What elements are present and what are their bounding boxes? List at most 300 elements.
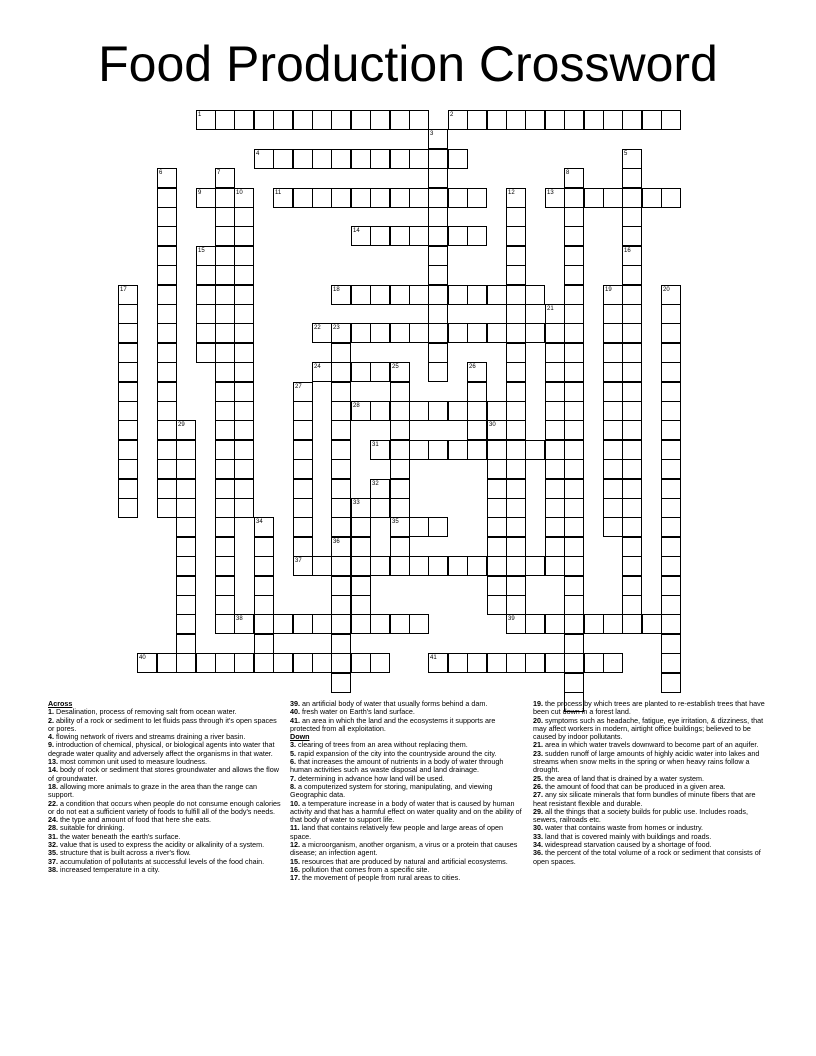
grid-cell[interactable] xyxy=(428,440,448,460)
grid-cell[interactable] xyxy=(157,459,177,479)
grid-cell[interactable] xyxy=(545,110,565,130)
grid-cell[interactable] xyxy=(603,440,623,460)
grid-cell[interactable] xyxy=(487,517,507,537)
grid-cell[interactable] xyxy=(661,537,681,557)
grid-cell[interactable] xyxy=(118,382,138,402)
grid-cell[interactable] xyxy=(661,420,681,440)
grid-cell[interactable] xyxy=(215,459,235,479)
grid-cell[interactable] xyxy=(293,420,313,440)
grid-cell[interactable] xyxy=(603,362,623,382)
grid-cell[interactable] xyxy=(525,110,545,130)
grid-cell[interactable] xyxy=(273,149,293,169)
grid-cell[interactable] xyxy=(545,459,565,479)
grid-cell[interactable] xyxy=(118,420,138,440)
grid-cell[interactable] xyxy=(293,459,313,479)
grid-cell[interactable] xyxy=(545,401,565,421)
grid-cell[interactable] xyxy=(622,285,642,305)
grid-cell[interactable] xyxy=(215,188,235,208)
grid-cell[interactable] xyxy=(448,440,468,460)
grid-cell[interactable] xyxy=(254,556,274,576)
grid-cell[interactable] xyxy=(564,226,584,246)
grid-cell[interactable] xyxy=(564,459,584,479)
grid-cell[interactable] xyxy=(118,304,138,324)
grid-cell[interactable] xyxy=(661,110,681,130)
grid-cell[interactable] xyxy=(409,226,429,246)
grid-cell[interactable] xyxy=(157,479,177,499)
grid-cell[interactable] xyxy=(467,420,487,440)
grid-cell[interactable] xyxy=(331,556,351,576)
grid-cell[interactable] xyxy=(215,285,235,305)
grid-cell[interactable] xyxy=(176,440,196,460)
grid-cell[interactable] xyxy=(622,304,642,324)
grid-cell[interactable] xyxy=(622,226,642,246)
grid-cell[interactable] xyxy=(215,556,235,576)
grid-cell[interactable] xyxy=(506,576,526,596)
grid-cell[interactable] xyxy=(487,323,507,343)
grid-cell[interactable] xyxy=(506,556,526,576)
grid-cell[interactable] xyxy=(351,110,371,130)
grid-cell[interactable] xyxy=(254,595,274,615)
grid-cell[interactable] xyxy=(603,498,623,518)
grid-cell[interactable] xyxy=(273,614,293,634)
grid-cell[interactable] xyxy=(661,304,681,324)
grid-cell[interactable] xyxy=(157,323,177,343)
grid-cell[interactable] xyxy=(506,595,526,615)
grid-cell[interactable] xyxy=(506,246,526,266)
grid-cell[interactable] xyxy=(487,459,507,479)
grid-cell[interactable] xyxy=(312,110,332,130)
grid-cell[interactable] xyxy=(506,226,526,246)
grid-cell[interactable] xyxy=(118,343,138,363)
grid-cell[interactable] xyxy=(661,614,681,634)
grid-cell[interactable] xyxy=(390,420,410,440)
grid-cell[interactable] xyxy=(215,226,235,246)
grid-cell[interactable] xyxy=(603,420,623,440)
grid-cell[interactable] xyxy=(370,226,390,246)
grid-cell[interactable] xyxy=(506,420,526,440)
grid-cell[interactable] xyxy=(370,653,390,673)
grid-cell[interactable] xyxy=(215,207,235,227)
grid-cell[interactable] xyxy=(584,653,604,673)
grid-cell[interactable] xyxy=(293,653,313,673)
grid-cell[interactable] xyxy=(157,226,177,246)
grid-cell[interactable] xyxy=(506,653,526,673)
grid-cell[interactable] xyxy=(506,110,526,130)
grid-cell[interactable] xyxy=(370,498,390,518)
grid-cell[interactable] xyxy=(467,188,487,208)
grid-cell[interactable] xyxy=(564,401,584,421)
grid-cell[interactable] xyxy=(157,382,177,402)
grid-cell[interactable] xyxy=(448,285,468,305)
grid-cell[interactable] xyxy=(351,362,371,382)
grid-cell[interactable] xyxy=(487,401,507,421)
grid-cell[interactable] xyxy=(622,188,642,208)
grid-cell[interactable] xyxy=(622,323,642,343)
grid-cell[interactable] xyxy=(428,265,448,285)
grid-cell[interactable] xyxy=(506,304,526,324)
grid-cell[interactable] xyxy=(487,556,507,576)
grid-cell[interactable] xyxy=(351,614,371,634)
grid-cell[interactable] xyxy=(448,653,468,673)
grid-cell[interactable] xyxy=(428,246,448,266)
grid-cell[interactable] xyxy=(409,188,429,208)
grid-cell[interactable] xyxy=(409,556,429,576)
grid-cell[interactable] xyxy=(564,440,584,460)
grid-cell[interactable] xyxy=(448,556,468,576)
grid-cell[interactable] xyxy=(331,382,351,402)
grid-cell[interactable] xyxy=(215,537,235,557)
grid-cell[interactable] xyxy=(176,556,196,576)
grid-cell[interactable] xyxy=(661,595,681,615)
grid-cell[interactable] xyxy=(273,653,293,673)
grid-cell[interactable] xyxy=(603,653,623,673)
grid-cell[interactable] xyxy=(176,634,196,654)
grid-cell[interactable] xyxy=(428,285,448,305)
grid-cell[interactable] xyxy=(409,285,429,305)
grid-cell[interactable] xyxy=(506,207,526,227)
grid-cell[interactable] xyxy=(351,653,371,673)
grid-cell[interactable] xyxy=(603,479,623,499)
grid-cell[interactable] xyxy=(331,634,351,654)
grid-cell[interactable] xyxy=(370,285,390,305)
grid-cell[interactable] xyxy=(118,498,138,518)
grid-cell[interactable] xyxy=(331,595,351,615)
grid-cell[interactable] xyxy=(312,653,332,673)
grid-cell[interactable] xyxy=(176,595,196,615)
grid-cell[interactable] xyxy=(176,537,196,557)
grid-cell[interactable] xyxy=(448,226,468,246)
grid-cell[interactable] xyxy=(176,576,196,596)
grid-cell[interactable] xyxy=(234,246,254,266)
grid-cell[interactable] xyxy=(564,323,584,343)
grid-cell[interactable] xyxy=(525,440,545,460)
grid-cell[interactable] xyxy=(196,653,216,673)
grid-cell[interactable] xyxy=(506,382,526,402)
grid-cell[interactable] xyxy=(331,479,351,499)
grid-cell[interactable] xyxy=(661,673,681,693)
grid-cell[interactable] xyxy=(545,479,565,499)
grid-cell[interactable] xyxy=(622,479,642,499)
grid-cell[interactable] xyxy=(157,498,177,518)
grid-cell[interactable] xyxy=(661,498,681,518)
grid-cell[interactable] xyxy=(234,440,254,460)
grid-cell[interactable] xyxy=(603,110,623,130)
grid-cell[interactable] xyxy=(525,285,545,305)
grid-cell[interactable] xyxy=(390,479,410,499)
grid-cell[interactable] xyxy=(525,323,545,343)
grid-cell[interactable] xyxy=(118,323,138,343)
grid-cell[interactable] xyxy=(622,401,642,421)
grid-cell[interactable] xyxy=(331,149,351,169)
grid-cell[interactable] xyxy=(487,479,507,499)
grid-cell[interactable] xyxy=(487,110,507,130)
grid-cell[interactable] xyxy=(564,304,584,324)
grid-cell[interactable] xyxy=(564,653,584,673)
grid-cell[interactable] xyxy=(661,653,681,673)
grid-cell[interactable] xyxy=(661,323,681,343)
grid-cell[interactable] xyxy=(176,479,196,499)
grid-cell[interactable] xyxy=(293,479,313,499)
grid-cell[interactable] xyxy=(390,401,410,421)
grid-cell[interactable] xyxy=(603,401,623,421)
grid-cell[interactable] xyxy=(254,110,274,130)
grid-cell[interactable] xyxy=(293,401,313,421)
grid-cell[interactable] xyxy=(661,576,681,596)
grid-cell[interactable] xyxy=(564,498,584,518)
grid-cell[interactable] xyxy=(545,362,565,382)
grid-cell[interactable] xyxy=(622,265,642,285)
grid-cell[interactable] xyxy=(661,343,681,363)
grid-cell[interactable] xyxy=(351,149,371,169)
grid-cell[interactable] xyxy=(545,653,565,673)
grid-cell[interactable] xyxy=(331,498,351,518)
grid-cell[interactable] xyxy=(467,226,487,246)
grid-cell[interactable] xyxy=(196,265,216,285)
grid-cell[interactable] xyxy=(370,323,390,343)
grid-cell[interactable] xyxy=(564,188,584,208)
grid-cell[interactable] xyxy=(467,653,487,673)
grid-cell[interactable] xyxy=(331,188,351,208)
grid-cell[interactable] xyxy=(506,401,526,421)
grid-cell[interactable] xyxy=(661,479,681,499)
grid-cell[interactable] xyxy=(215,653,235,673)
grid-cell[interactable] xyxy=(390,285,410,305)
grid-cell[interactable] xyxy=(331,517,351,537)
grid-cell[interactable] xyxy=(157,188,177,208)
grid-cell[interactable] xyxy=(622,556,642,576)
grid-cell[interactable] xyxy=(622,110,642,130)
grid-cell[interactable] xyxy=(564,537,584,557)
grid-cell[interactable] xyxy=(118,459,138,479)
grid-cell[interactable] xyxy=(215,401,235,421)
grid-cell[interactable] xyxy=(428,517,448,537)
grid-cell[interactable] xyxy=(661,382,681,402)
grid-cell[interactable] xyxy=(448,149,468,169)
grid-cell[interactable] xyxy=(409,614,429,634)
grid-cell[interactable] xyxy=(661,556,681,576)
grid-cell[interactable] xyxy=(293,498,313,518)
grid-cell[interactable] xyxy=(351,556,371,576)
grid-cell[interactable] xyxy=(215,614,235,634)
grid-cell[interactable] xyxy=(331,110,351,130)
grid-cell[interactable] xyxy=(545,343,565,363)
grid-cell[interactable] xyxy=(215,595,235,615)
grid-cell[interactable] xyxy=(234,323,254,343)
grid-cell[interactable] xyxy=(196,323,216,343)
grid-cell[interactable] xyxy=(370,401,390,421)
grid-cell[interactable] xyxy=(157,304,177,324)
grid-cell[interactable] xyxy=(215,265,235,285)
grid-cell[interactable] xyxy=(234,362,254,382)
grid-cell[interactable] xyxy=(642,188,662,208)
grid-cell[interactable] xyxy=(564,556,584,576)
grid-cell[interactable] xyxy=(622,537,642,557)
grid-cell[interactable] xyxy=(234,653,254,673)
grid-cell[interactable] xyxy=(545,537,565,557)
grid-cell[interactable] xyxy=(487,440,507,460)
grid-cell[interactable] xyxy=(448,401,468,421)
grid-cell[interactable] xyxy=(525,653,545,673)
grid-cell[interactable] xyxy=(331,614,351,634)
grid-cell[interactable] xyxy=(487,595,507,615)
grid-cell[interactable] xyxy=(390,323,410,343)
grid-cell[interactable] xyxy=(564,634,584,654)
grid-cell[interactable] xyxy=(234,226,254,246)
grid-cell[interactable] xyxy=(293,149,313,169)
grid-cell[interactable] xyxy=(603,304,623,324)
grid-cell[interactable] xyxy=(506,459,526,479)
grid-cell[interactable] xyxy=(254,634,274,654)
grid-cell[interactable] xyxy=(409,401,429,421)
grid-cell[interactable] xyxy=(642,110,662,130)
grid-cell[interactable] xyxy=(564,362,584,382)
grid-cell[interactable] xyxy=(293,517,313,537)
grid-cell[interactable] xyxy=(584,188,604,208)
grid-cell[interactable] xyxy=(564,265,584,285)
grid-cell[interactable] xyxy=(351,595,371,615)
grid-cell[interactable] xyxy=(273,110,293,130)
grid-cell[interactable] xyxy=(487,576,507,596)
grid-cell[interactable] xyxy=(428,168,448,188)
grid-cell[interactable] xyxy=(545,420,565,440)
grid-cell[interactable] xyxy=(622,343,642,363)
grid-cell[interactable] xyxy=(234,382,254,402)
grid-cell[interactable] xyxy=(506,265,526,285)
grid-cell[interactable] xyxy=(157,653,177,673)
grid-cell[interactable] xyxy=(661,362,681,382)
grid-cell[interactable] xyxy=(564,382,584,402)
grid-cell[interactable] xyxy=(622,382,642,402)
grid-cell[interactable] xyxy=(506,323,526,343)
grid-cell[interactable] xyxy=(293,537,313,557)
grid-cell[interactable] xyxy=(234,110,254,130)
grid-cell[interactable] xyxy=(234,285,254,305)
grid-cell[interactable] xyxy=(331,653,351,673)
grid-cell[interactable] xyxy=(603,459,623,479)
grid-cell[interactable] xyxy=(467,110,487,130)
grid-cell[interactable] xyxy=(390,382,410,402)
grid-cell[interactable] xyxy=(603,614,623,634)
grid-cell[interactable] xyxy=(467,382,487,402)
grid-cell[interactable] xyxy=(176,653,196,673)
grid-cell[interactable] xyxy=(564,517,584,537)
grid-cell[interactable] xyxy=(506,285,526,305)
grid-cell[interactable] xyxy=(564,673,584,693)
grid-cell[interactable] xyxy=(234,343,254,363)
grid-cell[interactable] xyxy=(390,110,410,130)
grid-cell[interactable] xyxy=(622,576,642,596)
grid-cell[interactable] xyxy=(331,343,351,363)
grid-cell[interactable] xyxy=(390,440,410,460)
grid-cell[interactable] xyxy=(661,188,681,208)
grid-cell[interactable] xyxy=(428,401,448,421)
grid-cell[interactable] xyxy=(215,576,235,596)
grid-cell[interactable] xyxy=(196,304,216,324)
grid-cell[interactable] xyxy=(118,401,138,421)
grid-cell[interactable] xyxy=(176,459,196,479)
grid-cell[interactable] xyxy=(428,556,448,576)
grid-cell[interactable] xyxy=(487,498,507,518)
grid-cell[interactable] xyxy=(234,265,254,285)
grid-cell[interactable] xyxy=(487,653,507,673)
grid-cell[interactable] xyxy=(622,595,642,615)
grid-cell[interactable] xyxy=(370,614,390,634)
grid-cell[interactable] xyxy=(545,440,565,460)
grid-cell[interactable] xyxy=(428,362,448,382)
grid-cell[interactable] xyxy=(622,459,642,479)
grid-cell[interactable] xyxy=(661,517,681,537)
grid-cell[interactable] xyxy=(428,188,448,208)
grid-cell[interactable] xyxy=(254,576,274,596)
grid-cell[interactable] xyxy=(622,517,642,537)
grid-cell[interactable] xyxy=(370,188,390,208)
grid-cell[interactable] xyxy=(157,420,177,440)
grid-cell[interactable] xyxy=(390,498,410,518)
grid-cell[interactable] xyxy=(176,614,196,634)
grid-cell[interactable] xyxy=(215,246,235,266)
grid-cell[interactable] xyxy=(215,304,235,324)
grid-cell[interactable] xyxy=(467,285,487,305)
grid-cell[interactable] xyxy=(234,304,254,324)
grid-cell[interactable] xyxy=(622,362,642,382)
grid-cell[interactable] xyxy=(409,149,429,169)
grid-cell[interactable] xyxy=(215,110,235,130)
grid-cell[interactable] xyxy=(409,110,429,130)
grid-cell[interactable] xyxy=(157,440,177,460)
grid-cell[interactable] xyxy=(545,382,565,402)
grid-cell[interactable] xyxy=(467,440,487,460)
grid-cell[interactable] xyxy=(331,401,351,421)
grid-cell[interactable] xyxy=(525,556,545,576)
grid-cell[interactable] xyxy=(157,265,177,285)
grid-cell[interactable] xyxy=(409,323,429,343)
grid-cell[interactable] xyxy=(331,362,351,382)
grid-cell[interactable] xyxy=(603,323,623,343)
grid-cell[interactable] xyxy=(622,420,642,440)
grid-cell[interactable] xyxy=(215,420,235,440)
grid-cell[interactable] xyxy=(293,440,313,460)
grid-cell[interactable] xyxy=(661,459,681,479)
grid-cell[interactable] xyxy=(390,614,410,634)
grid-cell[interactable] xyxy=(525,614,545,634)
grid-cell[interactable] xyxy=(506,440,526,460)
grid-cell[interactable] xyxy=(215,323,235,343)
grid-cell[interactable] xyxy=(564,614,584,634)
grid-cell[interactable] xyxy=(661,401,681,421)
grid-cell[interactable] xyxy=(390,556,410,576)
grid-cell[interactable] xyxy=(390,149,410,169)
grid-cell[interactable] xyxy=(157,285,177,305)
grid-cell[interactable] xyxy=(293,110,313,130)
grid-cell[interactable] xyxy=(545,323,565,343)
grid-cell[interactable] xyxy=(331,576,351,596)
grid-cell[interactable] xyxy=(545,498,565,518)
grid-cell[interactable] xyxy=(331,440,351,460)
grid-cell[interactable] xyxy=(428,304,448,324)
grid-cell[interactable] xyxy=(234,479,254,499)
grid-cell[interactable] xyxy=(215,498,235,518)
grid-cell[interactable] xyxy=(118,479,138,499)
grid-cell[interactable] xyxy=(390,226,410,246)
grid-cell[interactable] xyxy=(545,517,565,537)
grid-cell[interactable] xyxy=(409,440,429,460)
grid-cell[interactable] xyxy=(157,343,177,363)
grid-cell[interactable] xyxy=(564,207,584,227)
grid-cell[interactable] xyxy=(487,285,507,305)
grid-cell[interactable] xyxy=(196,285,216,305)
grid-cell[interactable] xyxy=(467,323,487,343)
grid-cell[interactable] xyxy=(234,401,254,421)
